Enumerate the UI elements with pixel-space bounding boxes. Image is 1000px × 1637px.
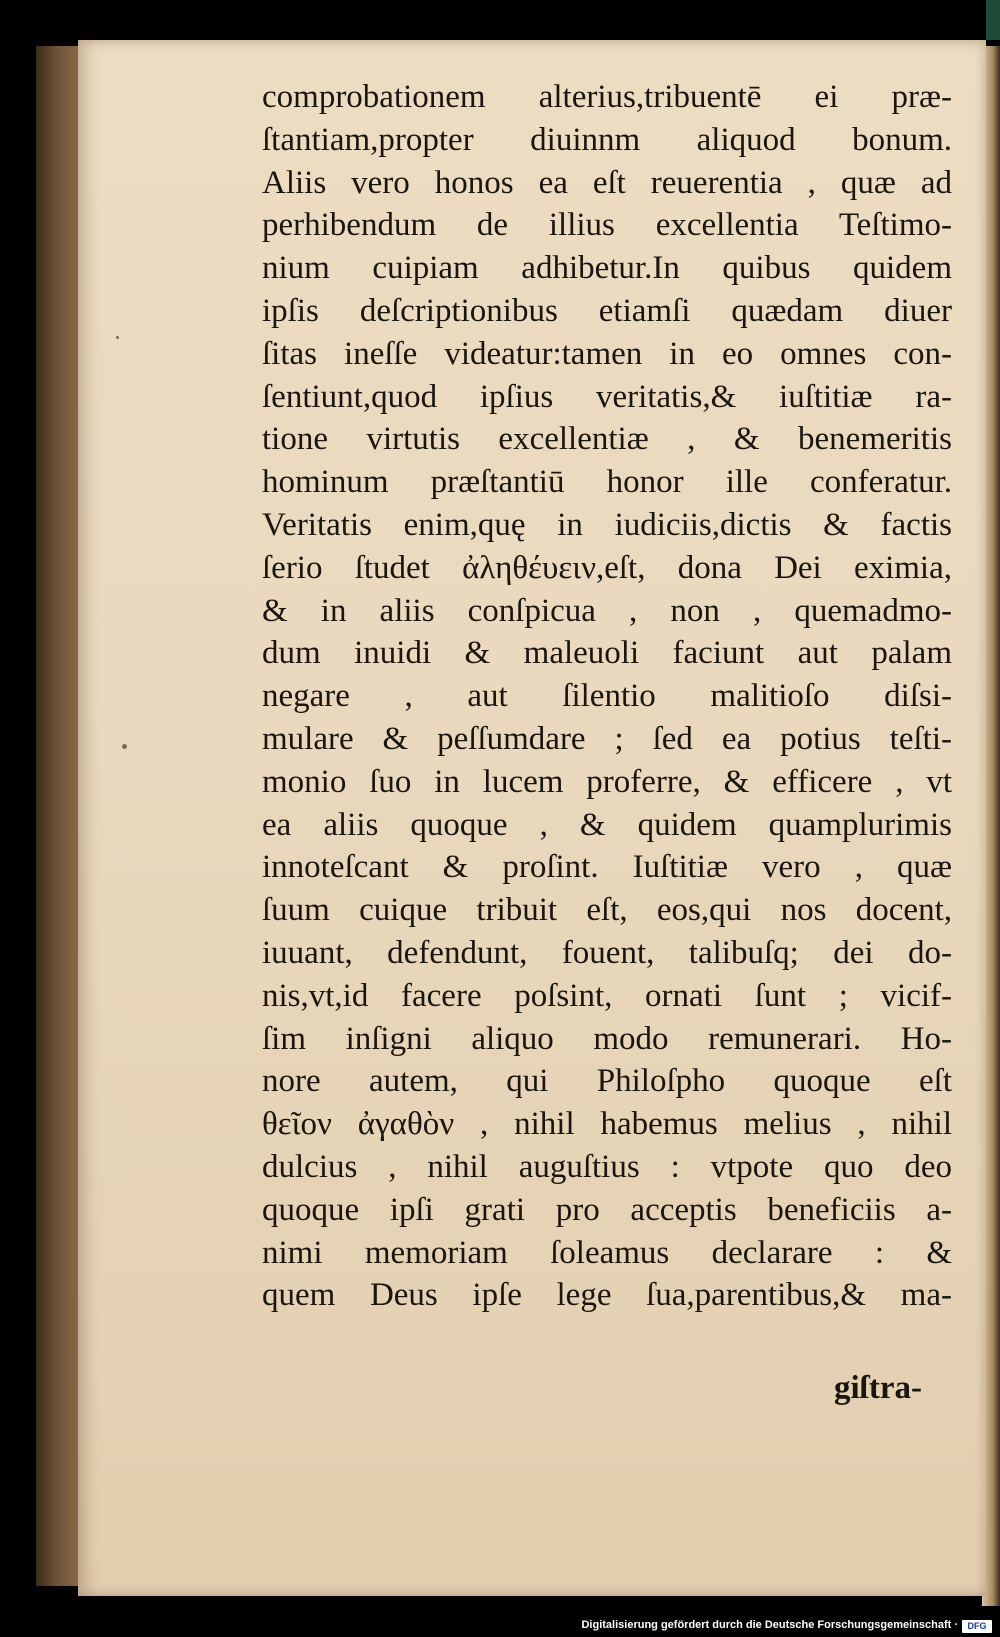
text-line: dulcius , nihil auguſtius : vtpote quo deo [262, 1148, 952, 1185]
text-line: nium cuipiam adhibetur.In quibus quidem [262, 250, 952, 287]
text-line: hominum præſtantiū honor ille conferatur. [262, 464, 952, 501]
text-line: mulare & peſſumdare ; ſed ea potius teſti- [262, 720, 952, 757]
text-line: ſentiunt,quod ipſius veritatis,& iuſtitiæ ra- [262, 378, 952, 415]
page-edge-left [36, 46, 80, 1586]
text-line: perhibendum de illius excellentia Teſtimo- [262, 207, 952, 244]
text-line: nore autem, qui Philoſpho quoque eſt [262, 1063, 952, 1100]
text-line: negare , aut ſilentio malitioſo diſsi- [262, 678, 952, 715]
paper-speck [122, 744, 127, 749]
dfg-logo: DFG [962, 1620, 992, 1633]
page-text [262, 76, 952, 1317]
text-line: quoque ipſi grati pro acceptis beneficiis a- [262, 1191, 952, 1228]
digitization-credit: Digitalisierung gefördert durch die Deutsche Forschungsgemeinschaft · [581, 1619, 958, 1631]
text-line: θεῖον ἀγαθὸν , nihil habemus melius , nihil [262, 1106, 952, 1143]
text-line: ea aliis quoque , & quidem quamplurimis [262, 806, 952, 843]
text-line: ſitas ineſſe videatur:tamen in eo omnes con- [262, 335, 952, 372]
text-line: ſuum cuique tribuit eſt, eos,qui nos docent, [262, 892, 952, 929]
text-line: monio ſuo in lucem proferre, & efficere , vt [262, 763, 952, 800]
text-line: ſim inſigni aliquo modo remunerari. Ho- [262, 1020, 952, 1057]
text-line: comprobationem alterius,tribuentē ei præ- [262, 79, 952, 115]
text-line: ipſis deſcriptionibus etiamſi quædam diuer [262, 292, 952, 329]
text-line: nis,vt,id facere poſsint, ornati ſunt ; vicif- [262, 977, 952, 1014]
text-line: innoteſcant & proſint. Iuſtitiæ vero , quæ [262, 849, 952, 886]
text-line: iuuant, defendunt, fouent, talibuſq; dei do- [262, 934, 952, 971]
binding-strip [986, 0, 1000, 40]
text-line: Aliis vero honos ea eſt reuerentia , quæ ad [262, 164, 952, 201]
text-line: ſerio ſtudet ἀληθέυειν,eſt, dona Dei eximia, [262, 549, 952, 586]
text-line: quem Deus ipſe lege ſua,parentibus,& ma- [262, 1277, 952, 1314]
catchword: giſtra- [834, 1370, 922, 1406]
text-line: nimi memoriam ſoleamus declarare : & [262, 1234, 952, 1271]
text-line: Veritatis enim,quę in iudiciis,dictis & factis [262, 506, 952, 543]
paper-speck [116, 336, 119, 339]
text-line: tione virtutis excellentiæ , & benemeritis [262, 421, 952, 458]
text-line: ſtantiam,propter diuinnm aliquod bonum. [262, 121, 952, 158]
text-line: & in aliis conſpicua , non , quemadmo- [262, 592, 952, 629]
text-line: dum inuidi & maleuoli faciunt aut palam [262, 635, 952, 672]
